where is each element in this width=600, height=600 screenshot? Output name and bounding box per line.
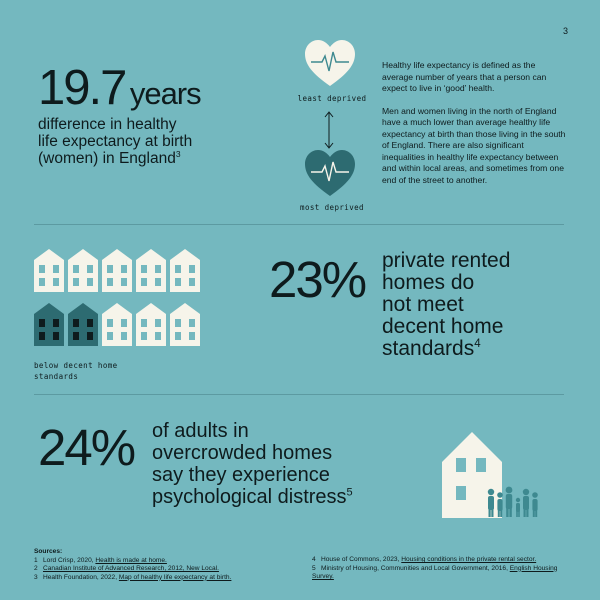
stat2-line: private rented (382, 249, 511, 272)
stat1-line (38, 150, 201, 167)
stat1-ref: 3 (175, 148, 181, 159)
heart-ecg-icon (303, 38, 357, 88)
source-text: Lord Crisp, 2020, (43, 556, 96, 564)
source-link[interactable]: Map of healthy life expectancy at birth. (118, 573, 232, 581)
source-link[interactable]: English Housing Survey. (312, 564, 558, 581)
source-number: 4 (312, 556, 316, 563)
least-deprived-label: least deprived (297, 94, 367, 103)
stat2-line: not meet (382, 293, 464, 316)
stat1-description (38, 116, 201, 167)
below-standard-legend: below decent home standards (34, 361, 118, 381)
source-item (34, 574, 294, 583)
source-text: Health Foundation, 2022, (43, 573, 119, 581)
house-below-standard-icon (68, 302, 98, 346)
stat3-line-text: psychological distress (152, 486, 347, 508)
house-icon (170, 302, 200, 346)
stat1-line: life expectancy at birth (38, 133, 193, 150)
stat3-line: of adults in (152, 420, 249, 442)
stat-healthy-life-expectancy (38, 61, 201, 167)
definition-paragraph: Healthy life expectancy is defined as the average number of years that a person can expect to live in ‘good’ health. (382, 60, 547, 93)
stat2-line: decent home (382, 315, 504, 338)
section-divider (34, 224, 564, 225)
house-icon (136, 302, 166, 346)
stat3-line (152, 486, 353, 508)
house-below-standard-icon (34, 302, 64, 346)
definition-paragraph: Men and women living in the north of England have a much lower than average healthy life expectancy at birth than those living in the south of England. There are also significant inequalities in healthy life expectancy between and within local areas, and sometimes from one end of the street to another. (382, 105, 566, 185)
stat1-line: difference in healthy (38, 116, 177, 133)
house-icon (170, 248, 200, 292)
source-item (312, 565, 566, 582)
page-number: 3 (562, 26, 568, 36)
stat3-description (152, 420, 353, 508)
stat2-line (382, 338, 510, 360)
house-icon (34, 248, 64, 292)
house-grid (34, 248, 204, 348)
source-link[interactable]: Health is made at home. (95, 556, 167, 564)
stat3-line: overcrowded homes (152, 442, 333, 464)
house-icon (136, 248, 166, 292)
stat1-line-text: (women) in England (38, 150, 176, 167)
sources-left (34, 548, 294, 582)
source-text: Ministry of Housing, Communities and Local Government, 2016, (321, 564, 510, 572)
stat2-ref: 4 (474, 338, 481, 350)
source-text: House of Commons, 2023, (321, 556, 402, 563)
section-divider (34, 394, 564, 395)
stat3-number: 24% (38, 419, 135, 476)
source-number: 3 (34, 573, 38, 581)
source-item (34, 557, 294, 566)
definition-text (382, 60, 568, 186)
stat1-unit: years (129, 76, 201, 111)
sources-heading: Sources: (34, 548, 63, 555)
house-icon (102, 302, 132, 346)
stat2-line-text: standards (382, 337, 475, 360)
source-number: 2 (34, 565, 38, 573)
stat2-description (382, 250, 510, 360)
stat1-number: 19.7 (38, 61, 126, 115)
source-item (34, 565, 294, 574)
source-list (34, 557, 294, 583)
source-link[interactable]: Housing conditions in the private rental sector. (401, 556, 537, 563)
overcrowded-house-icon (438, 428, 558, 520)
house-icon (68, 248, 98, 292)
double-arrow-icon (323, 110, 335, 150)
stat3-ref: 5 (346, 486, 353, 499)
source-link[interactable]: Canadian Institute of Advanced Research, 2012, New Local. (43, 565, 219, 573)
source-number: 5 (312, 564, 316, 572)
source-item (312, 556, 566, 565)
heart-ecg-icon (303, 148, 357, 198)
sources-right (312, 556, 566, 582)
source-number: 1 (34, 556, 38, 564)
stat2-line: homes do (382, 271, 475, 294)
stat2-number: 23% (269, 251, 366, 308)
stat1-headline (38, 61, 201, 115)
stat3-line: say they experience (152, 464, 330, 486)
most-deprived-label: most deprived (300, 203, 364, 212)
house-icon (102, 248, 132, 292)
